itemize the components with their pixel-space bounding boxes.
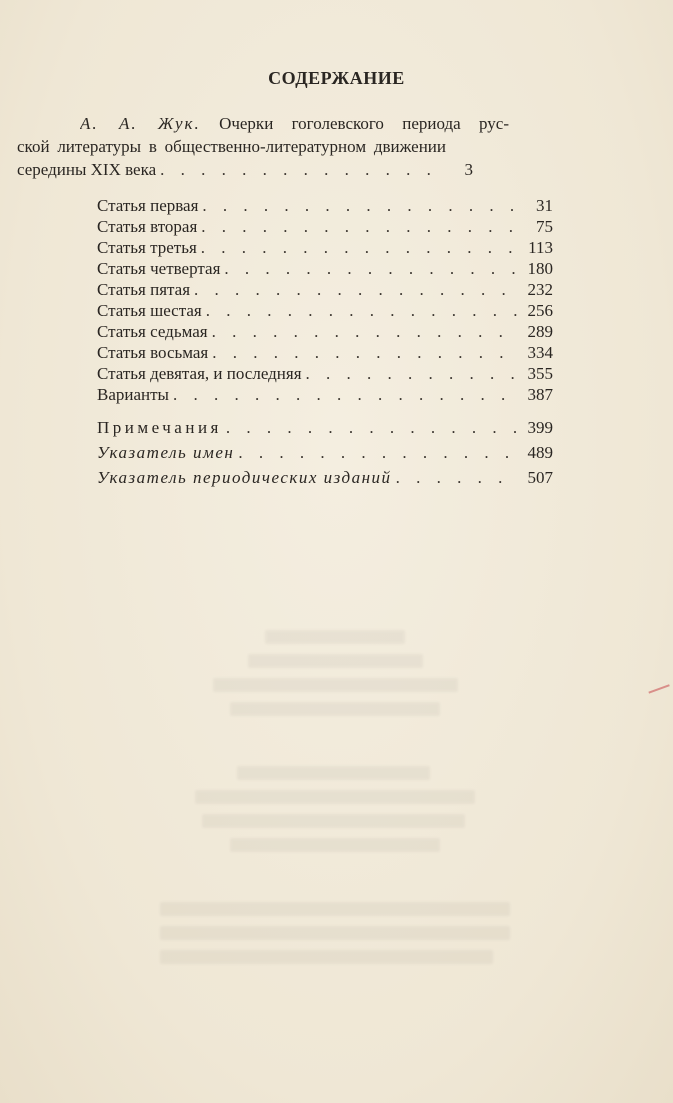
leader-dots [238, 443, 517, 463]
intro-line-1 [80, 112, 509, 135]
leader-dots [201, 217, 517, 237]
toc-periodicals-index [97, 468, 553, 493]
leader-dots [224, 259, 517, 279]
toc-entry-page: 334 [527, 343, 553, 362]
toc-entry-label: Статья седьмая [97, 322, 208, 341]
toc-entry-8 [97, 343, 553, 364]
toc-entry-6 [97, 301, 553, 322]
toc-entry-page: 387 [527, 385, 553, 404]
intro-page-number: 3 [464, 160, 473, 179]
toc-entry-2 [97, 217, 553, 238]
leader-dots [202, 196, 517, 216]
back-matter-list [97, 418, 553, 493]
toc-entry-page: 355 [527, 364, 553, 383]
leader-dots [212, 322, 517, 342]
intro-line-3 [17, 158, 473, 179]
toc-entry-label: Указатель имен [97, 443, 235, 462]
leader-dots [226, 418, 517, 438]
toc-entry-label: Статья пятая [97, 280, 191, 299]
articles-list [97, 196, 553, 406]
contents-heading: СОДЕРЖАНИЕ [268, 68, 405, 88]
intro-author: А. А. Жук. [80, 114, 201, 133]
toc-name-index [97, 443, 553, 468]
toc-entry-label: Статья первая [97, 196, 199, 215]
toc-entry-10 [97, 385, 553, 406]
toc-entry-4 [97, 259, 553, 280]
toc-entry-label: Статья четвертая [97, 259, 221, 278]
toc-entry-page: 399 [527, 418, 553, 437]
leader-dots [206, 301, 517, 321]
red-ink-mark [648, 684, 669, 693]
toc-entry-page: 256 [527, 301, 553, 320]
toc-entry-label: Варианты [97, 385, 169, 404]
leader-dots [173, 385, 517, 405]
toc-entry-page: 113 [528, 238, 553, 257]
toc-notes [97, 418, 553, 443]
toc-entry-page: 232 [527, 280, 553, 299]
toc-entry-label: Указатель периодических изданий [97, 468, 392, 487]
toc-entry-page: 289 [527, 322, 553, 341]
toc-entry-label: Статья вторая [97, 217, 198, 236]
toc-entry-page: 180 [527, 259, 553, 278]
toc-entry-label: Статья третья [97, 238, 197, 257]
toc-entry-page: 75 [536, 217, 553, 236]
toc-entry-7 [97, 322, 553, 343]
toc-entry-1 [97, 196, 553, 217]
leader-dots [201, 238, 517, 258]
leader-dots [194, 280, 517, 300]
leader-dots [306, 364, 517, 384]
toc-entry-page: 507 [527, 468, 553, 487]
toc-entry-label: Примечания [97, 418, 222, 437]
intro-entry [17, 112, 553, 179]
toc-entry-label: Статья шестая [97, 301, 202, 320]
leader-dots [212, 343, 517, 363]
toc-entry-page: 31 [536, 196, 553, 215]
leader-dots [160, 158, 437, 179]
toc-entry-page: 489 [527, 443, 553, 462]
intro-title-part-3: середины XIX века [17, 160, 157, 179]
toc-entry-label: Статья восьмая [97, 343, 209, 362]
leader-dots [396, 468, 517, 488]
toc-entry-label: Статья девятая, и последняя [97, 364, 302, 383]
intro-line-2: ской литературы в общественно-литературном движении [17, 137, 446, 156]
toc-entry-9 [97, 364, 553, 385]
intro-title-part-1: Очерки гоголевского периода рус- [219, 114, 509, 133]
toc-entry-5 [97, 280, 553, 301]
toc-entry-3 [97, 238, 553, 259]
show-through-text [160, 630, 510, 980]
